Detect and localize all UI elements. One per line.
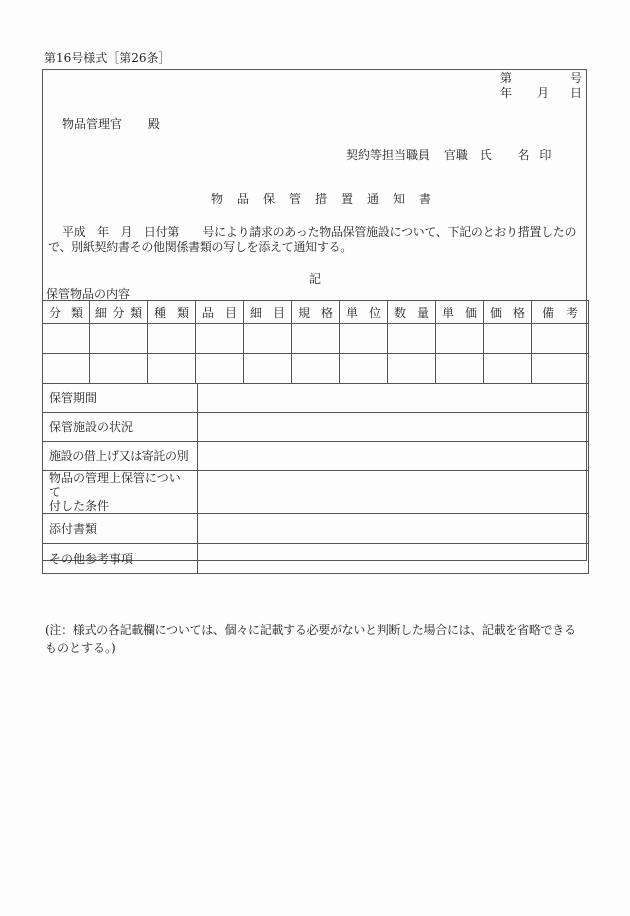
- table-cell[interactable]: [43, 324, 90, 354]
- title-char: 通: [366, 192, 379, 206]
- detail-value[interactable]: [198, 384, 589, 413]
- detail-value[interactable]: [198, 413, 589, 442]
- items-section-label: 保管物品の内容: [46, 287, 131, 301]
- table-cell[interactable]: [436, 324, 484, 354]
- table-cell[interactable]: [43, 354, 90, 384]
- date-day: 日: [569, 86, 582, 100]
- detail-row-facility-status: [43, 413, 589, 442]
- col-header-kakaku: 価 格: [484, 301, 532, 324]
- col-header-suryo: 数 量: [388, 301, 436, 324]
- body-line-1: 平成 年 月 日付第 号により請求のあった物品保管施設について、下記のとおり措置したの: [62, 225, 577, 239]
- col-header-saibunrui: 細 分 類: [90, 301, 148, 324]
- col-header-tanka: 単 価: [436, 301, 484, 324]
- title-char: 物: [210, 192, 223, 206]
- document-title: [204, 192, 438, 206]
- detail-label: 施設の借上げ又は寄託の別: [43, 442, 198, 471]
- sender-position: 官職: [443, 148, 468, 162]
- col-header-tani: 単 位: [340, 301, 388, 324]
- detail-value[interactable]: [198, 514, 589, 544]
- detail-label: [43, 471, 198, 514]
- detail-value[interactable]: [198, 471, 589, 514]
- table-cell[interactable]: [340, 354, 388, 384]
- title-char: 管: [288, 192, 301, 206]
- col-header-bunrui: 分 類: [43, 301, 90, 324]
- col-header-biko: 備 考: [532, 301, 589, 324]
- items-header-row: [43, 301, 589, 324]
- detail-label-line-1: 物品の管理上保管について: [49, 471, 181, 499]
- detail-value[interactable]: [198, 442, 589, 471]
- detail-row-conditions: [43, 471, 589, 514]
- detail-row-lease-or-deposit: [43, 442, 589, 471]
- note-line-1: (注：様式の各記載欄については、個々に記載する必要がないと判断した場合には、記載を省略できる: [45, 623, 576, 637]
- date-month: 月: [537, 86, 550, 100]
- table-cell[interactable]: [148, 354, 196, 384]
- title-char: 置: [340, 192, 353, 206]
- table-cell[interactable]: [148, 324, 196, 354]
- title-char: 措: [314, 192, 327, 206]
- table-cell[interactable]: [292, 324, 340, 354]
- col-header-shurui: 種 類: [148, 301, 196, 324]
- detail-row-other-notes: [43, 544, 589, 574]
- table-cell[interactable]: [436, 354, 484, 384]
- details-table: [42, 383, 589, 574]
- ki-label: 記: [309, 272, 322, 286]
- title-char: 保: [262, 192, 275, 206]
- table-cell[interactable]: [292, 354, 340, 384]
- table-cell[interactable]: [532, 354, 589, 384]
- detail-label: 保管期間: [43, 384, 198, 413]
- detail-label-line-2: 付した条件: [49, 499, 110, 513]
- table-row: [43, 324, 589, 354]
- body-line-2: で、別紙契約書その他関係書類の写しを添えて通知する。: [48, 240, 352, 254]
- col-header-saimoku: 細 目: [244, 301, 292, 324]
- table-cell[interactable]: [388, 354, 436, 384]
- sender: [346, 148, 551, 162]
- detail-row-storage-period: [43, 384, 589, 413]
- sender-name-2: 名: [517, 148, 530, 162]
- number-prefix: 第: [500, 71, 513, 85]
- table-row: [43, 354, 589, 384]
- table-cell[interactable]: [196, 324, 244, 354]
- detail-label: その他参考事項: [43, 544, 198, 574]
- document-number: [500, 71, 582, 85]
- title-char: 知: [392, 192, 405, 206]
- detail-label: 保管施設の状況: [43, 413, 198, 442]
- table-cell[interactable]: [340, 324, 388, 354]
- addressee-title: 物品管理官: [62, 117, 123, 131]
- form-id: 第16号様式［第26条］: [44, 51, 171, 65]
- sender-role: 契約等担当職員: [346, 148, 431, 162]
- col-header-kikaku: 規 格: [292, 301, 340, 324]
- table-cell[interactable]: [532, 324, 589, 354]
- table-cell[interactable]: [484, 354, 532, 384]
- table-cell[interactable]: [90, 354, 148, 384]
- addressee: [62, 117, 160, 131]
- note-line-2: ものとする。): [45, 641, 116, 655]
- title-char: 書: [418, 192, 431, 206]
- table-cell[interactable]: [90, 324, 148, 354]
- sender-name-1: 氏: [479, 148, 492, 162]
- col-header-hinmoku: 品 目: [196, 301, 244, 324]
- document-date: [500, 86, 582, 100]
- number-suffix: 号: [569, 71, 582, 85]
- date-year: 年: [500, 86, 513, 100]
- table-cell[interactable]: [244, 324, 292, 354]
- detail-value[interactable]: [198, 544, 589, 574]
- table-cell[interactable]: [196, 354, 244, 384]
- items-table: [42, 300, 589, 384]
- sender-seal: 印: [539, 148, 552, 162]
- table-cell[interactable]: [388, 324, 436, 354]
- title-char: 品: [236, 192, 249, 206]
- table-cell[interactable]: [244, 354, 292, 384]
- detail-row-attachments: [43, 514, 589, 544]
- addressee-honorific: 殿: [147, 117, 160, 131]
- table-cell[interactable]: [484, 324, 532, 354]
- detail-label: 添付書類: [43, 514, 198, 544]
